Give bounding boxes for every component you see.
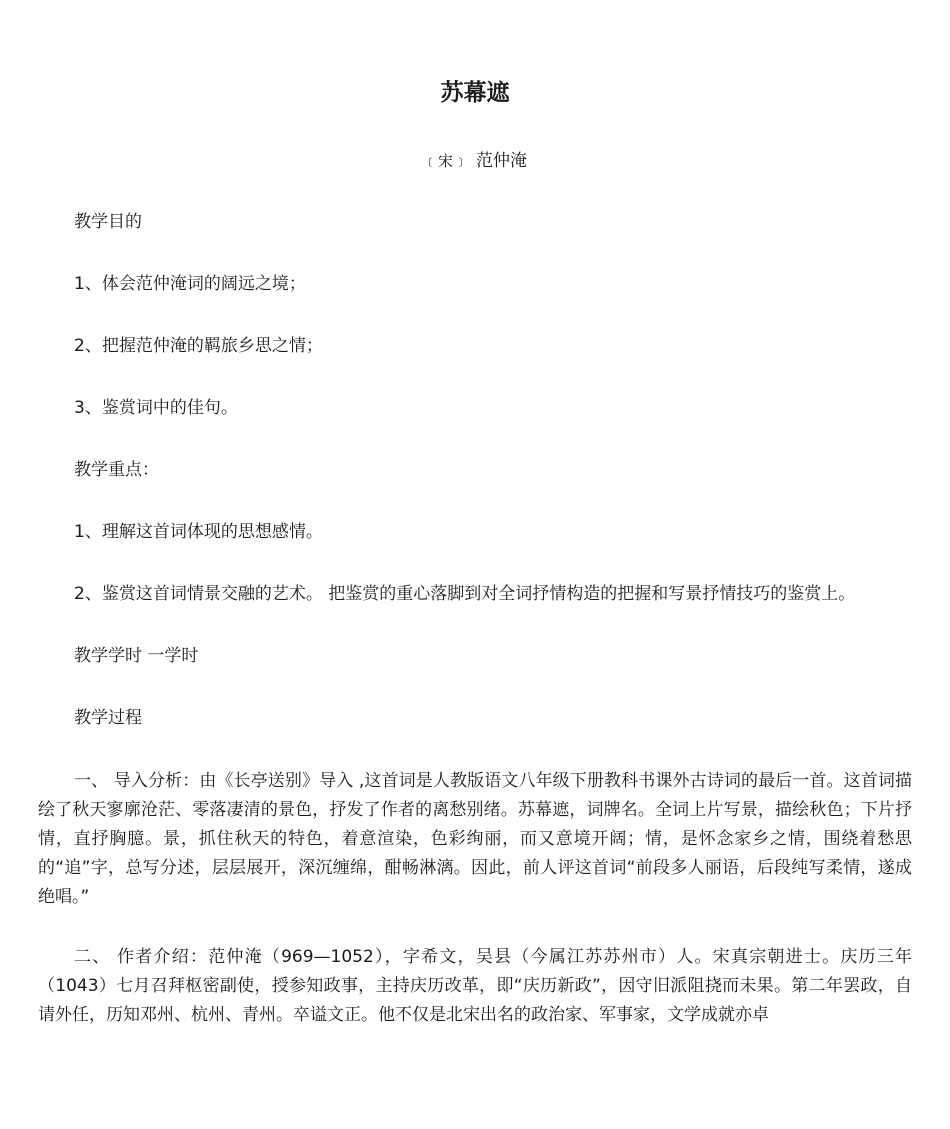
- dynasty-label: ﹝宋﹞: [422, 152, 468, 170]
- intro-paragraph: 一、 导入分析：由《长亭送别》导入 ,这首词是人教版语文八年级下册教科书课外古诗词的最后一首。这首词描绘了秋天寥廓沧茫、零落凄清的景色，抒发了作者的离愁别绪。苏幕遮，词牌名。全词上片写景，描绘秋色；下片抒情，直抒胸臆。景，抓住秋天的特色，着意渲染，色彩绚丽，而又意境开阔；情，是怀念家乡之情，围绕着愁思的“追”字，总写分述，层层展开，深沉缠绵，酣畅淋漓。因此，前人评这首词“前段多人丽语，后段纯写柔情，遂成绝唱。”: [38, 771, 912, 907]
- author-line: [0, 148, 950, 174]
- author-name: 范仲淹: [476, 151, 527, 171]
- objective-item-3: 3、鉴赏词中的佳句。: [74, 398, 238, 418]
- objectives-heading: 教学目的: [74, 212, 142, 232]
- objective-item-1: 1、体会范仲淹词的阔远之境；: [74, 274, 306, 294]
- process-heading: 教学过程: [74, 708, 142, 728]
- objective-item-2: 2、把握范仲淹的羁旅乡思之情；: [74, 336, 323, 356]
- document-title: 苏幕遮: [440, 80, 510, 106]
- key-point-item-1: 1、理解这首词体现的思想感情。: [74, 522, 323, 542]
- class-hours: 教学学时 一学时: [74, 646, 199, 666]
- author-intro-paragraph: 二、 作者介绍：范仲淹（969—1052），字希文，吴县（今属江苏苏州市）人。宋真宗朝进士。庆历三年（1043）七月召拜枢密副使，授参知政事，主持庆历改革，即“庆历新政”，因守旧派阻挠而未果。第二年罢政，自请外任，历知邓州、杭州、青州。卒谥文正。他不仅是北宋出名的政治家、军事家，文学成就亦卓: [38, 947, 912, 1025]
- key-point-item-2: 2、鉴赏这首词情景交融的艺术。 把鉴赏的重心落脚到对全词抒情构造的把握和写景抒情技巧的鉴赏上。: [74, 584, 856, 604]
- key-points-heading: 教学重点：: [74, 460, 159, 480]
